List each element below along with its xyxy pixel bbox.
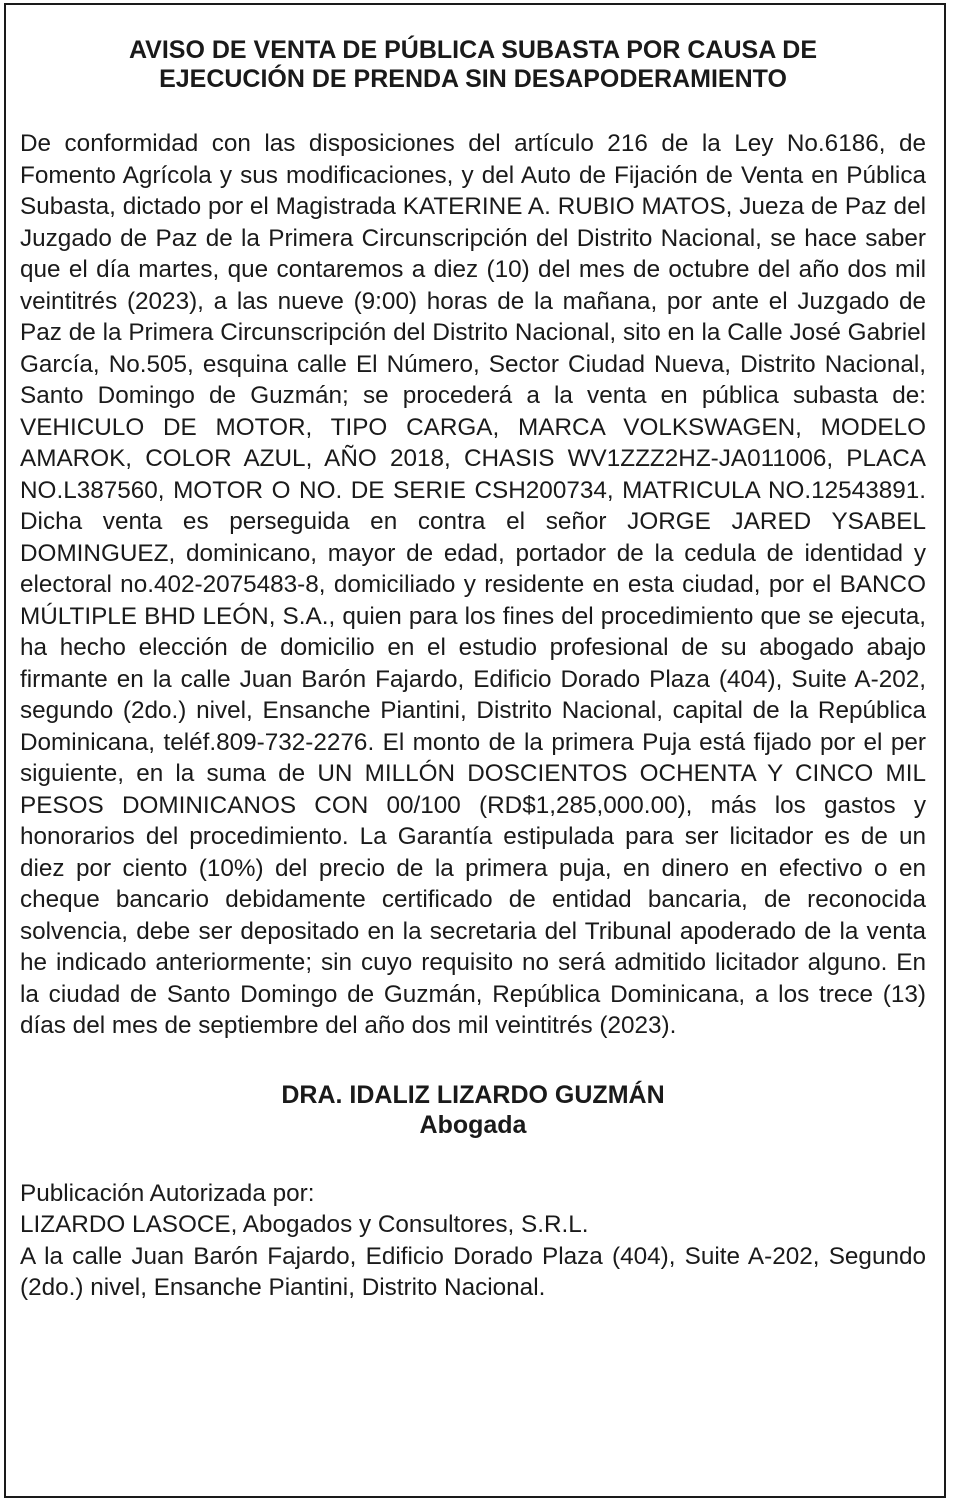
notice-title [20, 36, 926, 94]
legal-notice [20, 36, 926, 1304]
publication-label: Publicación Autorizada por: [20, 1179, 315, 1207]
signature-block [20, 1080, 926, 1140]
notice-title-line-1: AVISO DE VENTA DE PÚBLICA SUBASTA POR CAUSA DE [128, 36, 817, 64]
notice-title-line-2: EJECUCIÓN DE PRENDA SIN DESAPODERAMIENTO [159, 65, 787, 93]
signatory-role: Abogada [419, 1110, 527, 1139]
publication-address: A la calle Juan Barón Fajardo, Edificio Dorado Plaza (404), Suite A-202, Segundo (2do.) nivel, Ensanche Piantini, Distrito Nacional. [20, 1242, 926, 1301]
publication-authorization [20, 1178, 926, 1304]
publication-firm: LIZARDO LASOCE, Abogados y Consultores, S.R.L. [20, 1211, 589, 1238]
notice-body: De conformidad con las disposiciones del artículo 216 de la Ley No.6186, de Fomento Agrícola y sus modificaciones, y del Auto de Fijación de Venta en Pública Subasta, dictado por el Magistrada KATERINE A. RUBIO MATOS, Jueza de Paz del Juzgado de Paz de la Primera Circunscripción del Distrito Nacional, se hace saber que el día martes, que contaremos a diez (10) del mes de octubre del año dos mil veintitrés (2023), a las nueve (9:00) horas de la mañana, por ante el Juzgado de Paz de la Primera Circunscripción del Distrito Nacional, sito en la Calle José Gabriel García, No.505, esquina calle El Número, Sector Ciudad Nueva, Distrito Nacional, Santo Domingo de Guzmán; se procederá a la venta en pública subasta de: VEHICULO DE MOTOR, TIPO CARGA, MARCA VOLKSWAGEN, MODELO AMAROK, COLOR AZUL, AÑO 2018, CHASIS WV1ZZZ2HZ-JA011006, PLACA NO.L387560, MOTOR O NO. DE SERIE CSH200734, MATRICULA NO.12543891. Dicha venta es perseguida en contra el señor JORGE JARED YSABEL DOMINGUEZ, dominicano, mayor de edad, portador de la cedula de identidad y electoral no.402-2075483-8, domiciliado y residente en esta ciudad, por el BANCO MÚLTIPLE BHD LEÓN, S.A., quien para los fines del procedimiento que se ejecuta, ha hecho elección de domicilio en el estudio profesional de su abogado abajo firmante en la calle Juan Barón Fajardo, Edificio Dorado Plaza (404), Suite A-202, segundo (2do.) nivel, Ensanche Piantini, Distrito Nacional, capital de la República Dominicana, teléf.809-732-2276. El monto de la primera Puja está fijado por el per siguiente, en la suma de UN MILLÓN DOSCIENTOS OCHENTA Y CINCO MIL PESOS DOMINICANOS CON 00/100 (RD$1,285,000.00), más los gastos y honorarios del procedimiento. La Garantía estipulada para ser licitador es de un diez por ciento (10%) del precio de la primera puja, en dinero en efectivo o en cheque bancario debidamente certificado de entidad bancaria, de reconocida solvencia, debe ser depositado en la secretaria del Tribunal apoderado de la venta he indicado anteriormente; sin cuyo requisito no será admitido licitador alguno. En la ciudad de Santo Domingo de Guzmán, República Dominicana, a los trece (13) días del mes de septiembre del año dos mil veintitrés (2023). [20, 130, 926, 1039]
signatory-name: DRA. IDALIZ LIZARDO GUZMÁN [281, 1080, 665, 1109]
